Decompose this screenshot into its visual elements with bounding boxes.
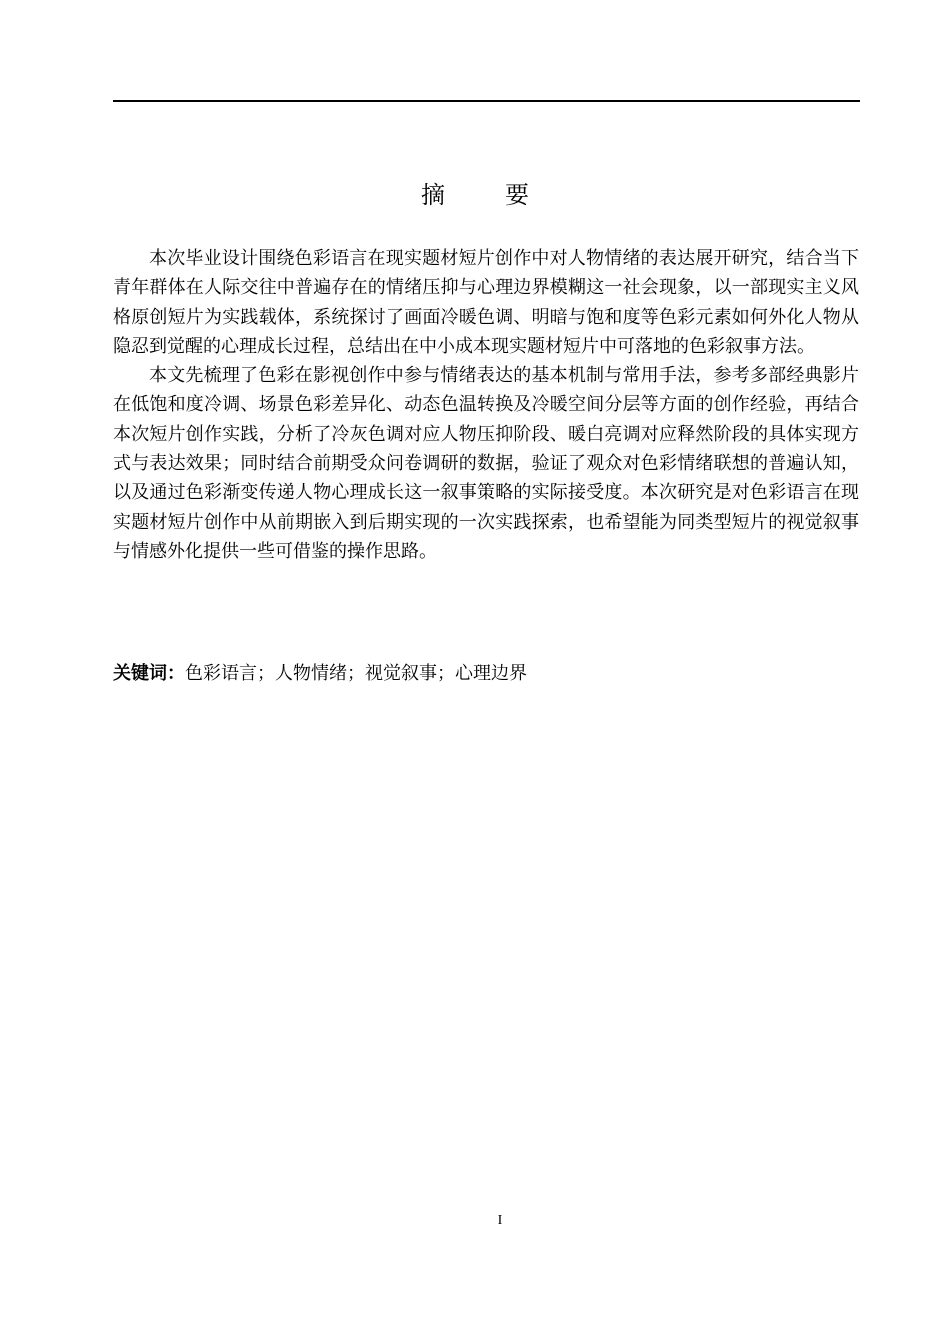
abstract-body — [113, 244, 859, 566]
header-rule — [113, 100, 860, 102]
keywords-value: 色彩语言；人物情绪；视觉叙事；心理边界 — [185, 663, 527, 684]
keywords-line — [113, 659, 859, 688]
keywords-label: 关键词： — [113, 663, 185, 684]
page-number: I — [497, 1213, 503, 1228]
abstract-paragraph-1: 本次毕业设计围绕色彩语言在现实题材短片创作中对人物情绪的表达展开研究，结合当下青年群体在人际交往中普遍存在的情绪压抑与心理边界模糊这一社会现象，以一部现实主义风格原创短片为实践载体，系统探讨了画面冷暖色调、明暗与饱和度等色彩元素如何外化人物从隐忍到觉醒的心理成长过程，总结出在中小成本现实题材短片中可落地的色彩叙事方法。 — [113, 248, 859, 357]
abstract-paragraph-2: 本文先梳理了色彩在影视创作中参与情绪表达的基本机制与常用手法，参考多部经典影片在低饱和度冷调、场景色彩差异化、动态色温转换及冷暖空间分层等方面的创作经验，再结合本次短片创作实践，分析了冷灰色调对应人物压抑阶段、暖白亮调对应释然阶段的具体实现方式与表达效果；同时结合前期受众问卷调研的数据，验证了观众对色彩情绪联想的普遍认知，以及通过色彩渐变传递人物心理成长这一叙事策略的实际接受度。本次研究是对色彩语言在现实题材短片创作中从前期嵌入到后期实现的一次实践探索，也希望能为同类型短片的视觉叙事与情感外化提供一些可借鉴的操作思路。 — [113, 365, 859, 562]
page-title: 摘 要 — [421, 181, 547, 209]
